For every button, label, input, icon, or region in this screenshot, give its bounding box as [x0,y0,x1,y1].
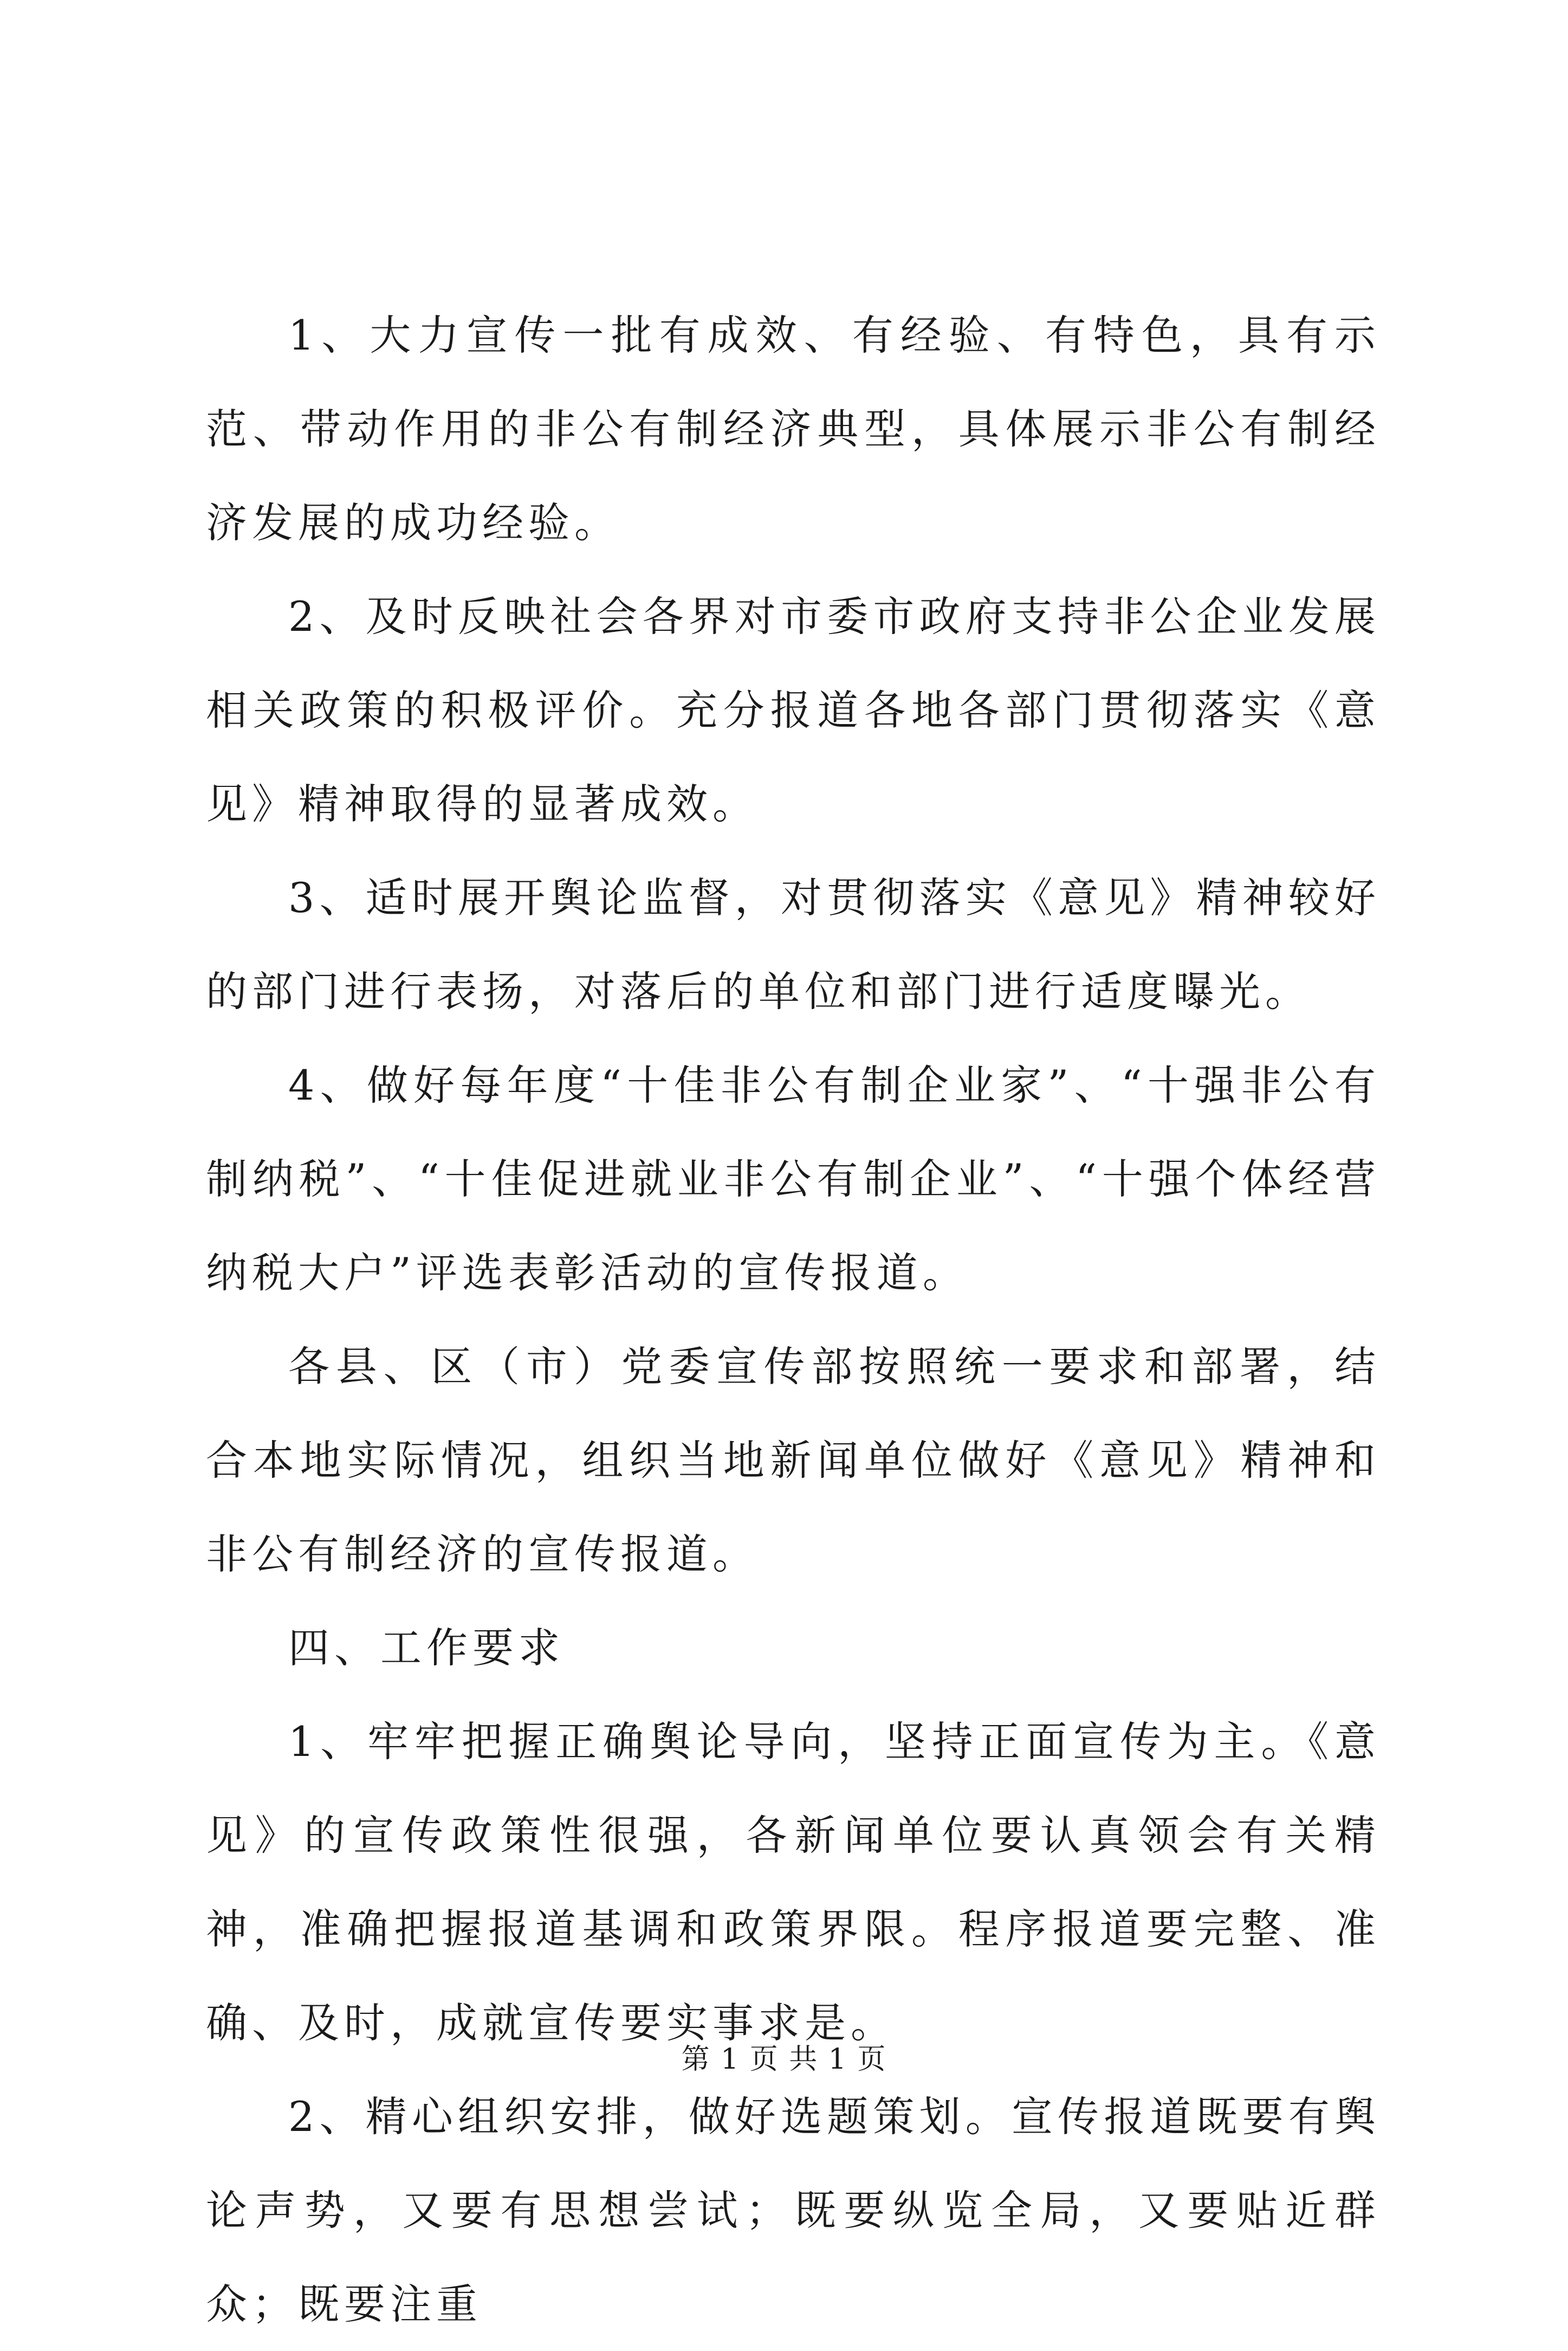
paragraph-item-4: 4、做好每年度“十佳非公有制企业家”、“十强非公有制纳税”、“十佳促进就业非公有制企业”、“十强个体经营纳税大户”评选表彰活动的宣传报道。 [206,1061,1381,1297]
requirement-item-1: 1、牢牢把握正确舆论导向，坚持正面宣传为主。《意见》的宣传政策性很强，各新闻单位要认真领会有关精神，准确把握报道基调和政策界限。程序报道要完整、准确、及时，成就宣传要实事求是。 [206,1717,1381,2047]
page-footer [0,2040,1568,2078]
section-heading-work-requirements: 四、工作要求 [288,1624,565,1672]
paragraph-county-district: 各县、区（市）党委宣传部按照统一要求和部署，结合本地实际情况，组织当地新闻单位做好《意见》精神和非公有制经济的宣传报道。 [206,1342,1381,1578]
paragraph-item-2: 2、及时反映社会各界对市委市政府支持非公企业发展相关政策的积极评价。充分报道各地各部门贯彻落实《意见》精神取得的显著成效。 [206,592,1381,828]
page-number-label: 第 1 页 共 1 页 [681,2043,887,2076]
paragraph-item-3: 3、适时展开舆论监督，对贯彻落实《意见》精神较好的部门进行表扬，对落后的单位和部门进行适度曝光。 [206,874,1381,1016]
paragraph-item-1: 1、大力宣传一批有成效、有经验、有特色，具有示范、带动作用的非公有制经济典型，具体展示非公有制经济发展的成功经验。 [206,311,1381,547]
requirement-item-2: 2、精心组织安排，做好选题策划。宣传报道既要有舆论声势，又要有思想尝试；既要纵览全局，又要贴近群众；既要注重 [206,2092,1381,2328]
